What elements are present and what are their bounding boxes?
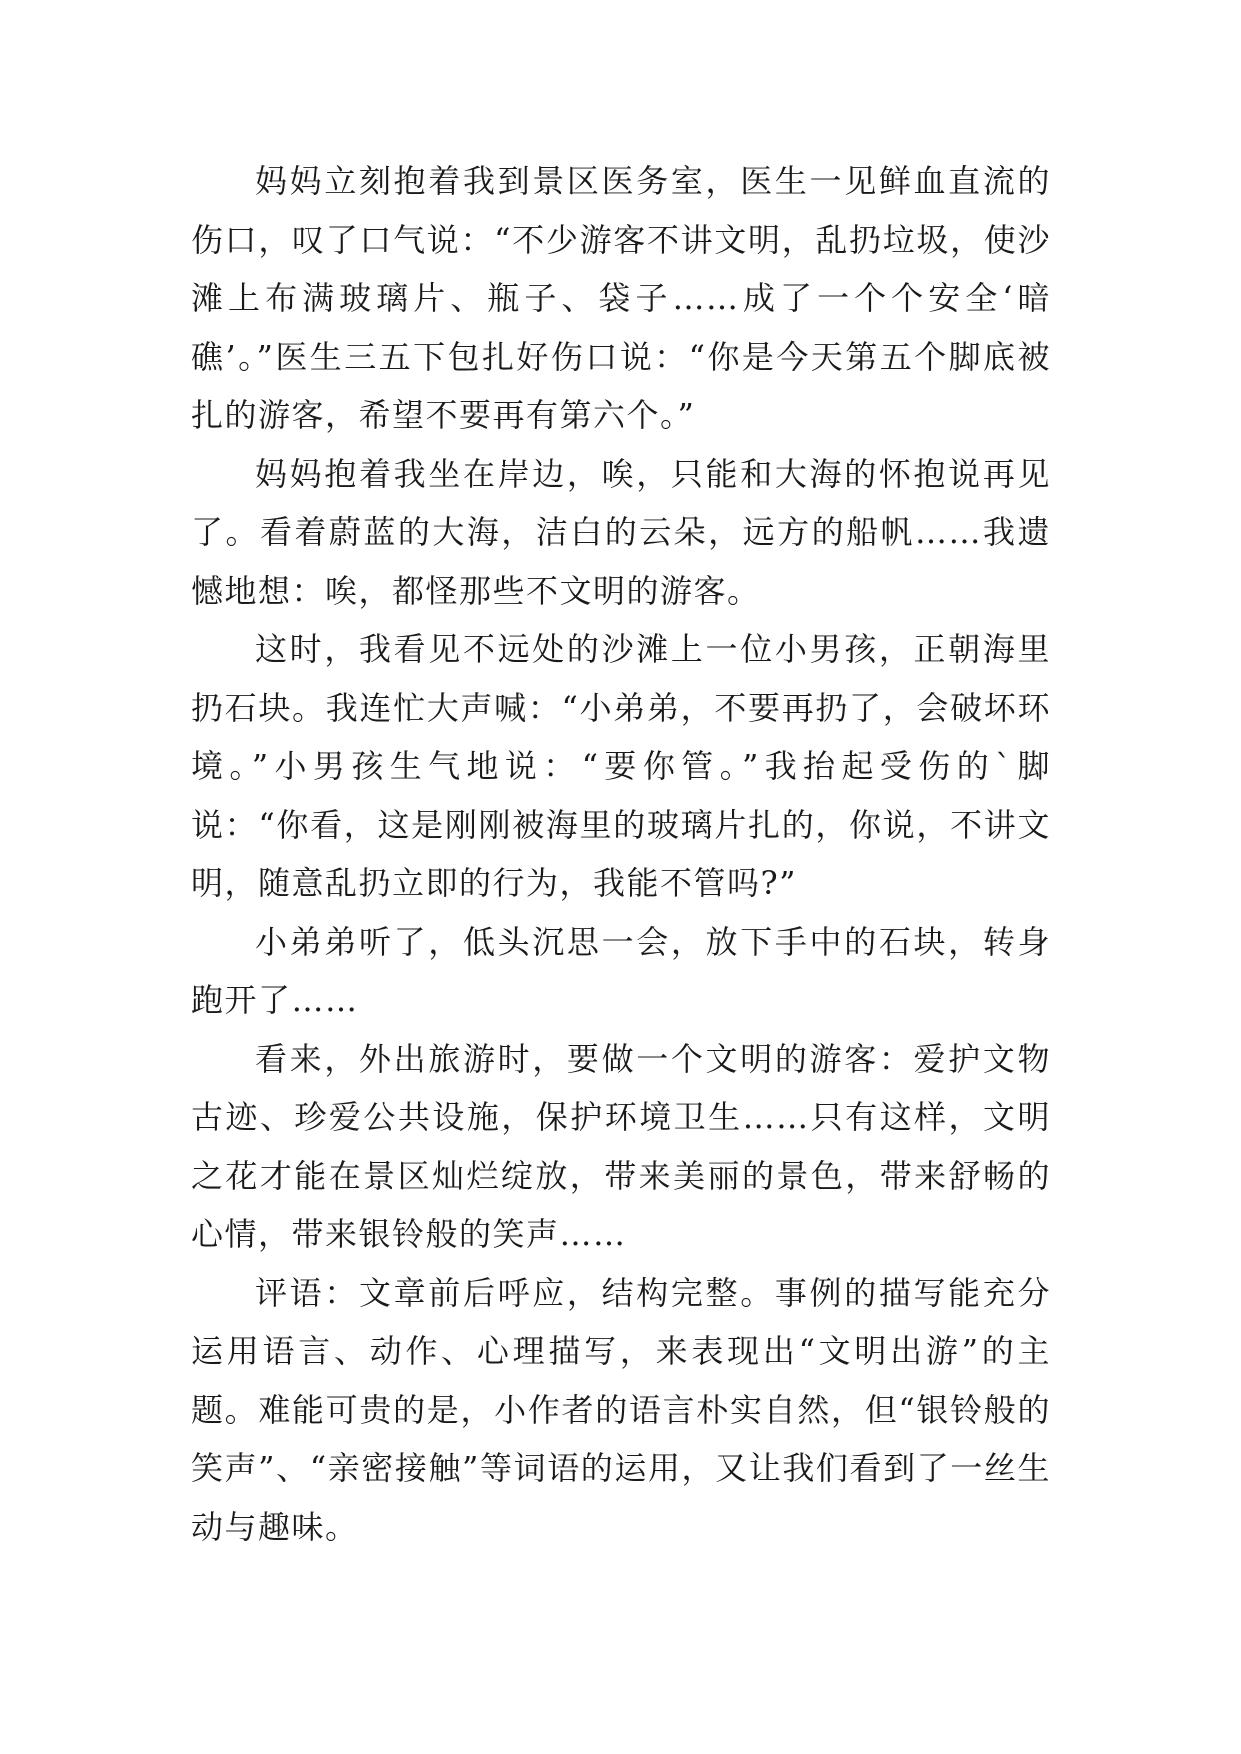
paragraph-boy: 这时，我看见不远处的沙滩上一位小男孩，正朝海里扔石块。我连忙大声喊：“小弟弟，不要再扔了，会破坏环境。”小男孩生气地说：“要你管。”我抬起受伤的`脚说：“你看，这是刚刚被海里的玻璃片扎的，你说，不讲文明，随意乱扔立即的行为，我能不管吗?” <box>191 630 1051 902</box>
paragraph-leaves: 小弟弟听了，低头沉思一会，放下手中的石块，转身跑开了…… <box>191 922 1051 1019</box>
paragraph-shore: 妈妈抱着我坐在岸边，唉，只能和大海的怀抱说再见了。看着蔚蓝的大海，洁白的云朵，远方的船帆……我遗憾地想：唉，都怪那些不文明的游客。 <box>191 454 1051 610</box>
paragraph-comment: 评语：文章前后呼应，结构完整。事例的描写能充分运用语言、动作、心理描写，来表现出“文明出游”的主题。难能可贵的是，小作者的语言朴实自然，但“银铃般的笑声”、“亲密接触”等词语的运用，又让我们看到了一丝生动与趣味。 <box>191 1273 1051 1546</box>
document-body <box>191 152 1051 1556</box>
paragraph-clinic: 妈妈立刻抱着我到景区医务室，医生一见鲜血直流的伤口，叹了口气说：“不少游客不讲文明，乱扔垃圾，使沙滩上布满玻璃片、瓶子、袋子……成了一个个安全‘暗礁’。”医生三五下包扎好伤口说：“你是今天第五个脚底被扎的游客，希望不要再有第六个。” <box>191 162 1051 434</box>
paragraph-conclusion: 看来，外出旅游时，要做一个文明的游客：爱护文物古迹、珍爱公共设施，保护环境卫生……只有这样，文明之花才能在景区灿烂绽放，带来美丽的景色，带来舒畅的心情，带来银铃般的笑声…… <box>191 1039 1051 1253</box>
